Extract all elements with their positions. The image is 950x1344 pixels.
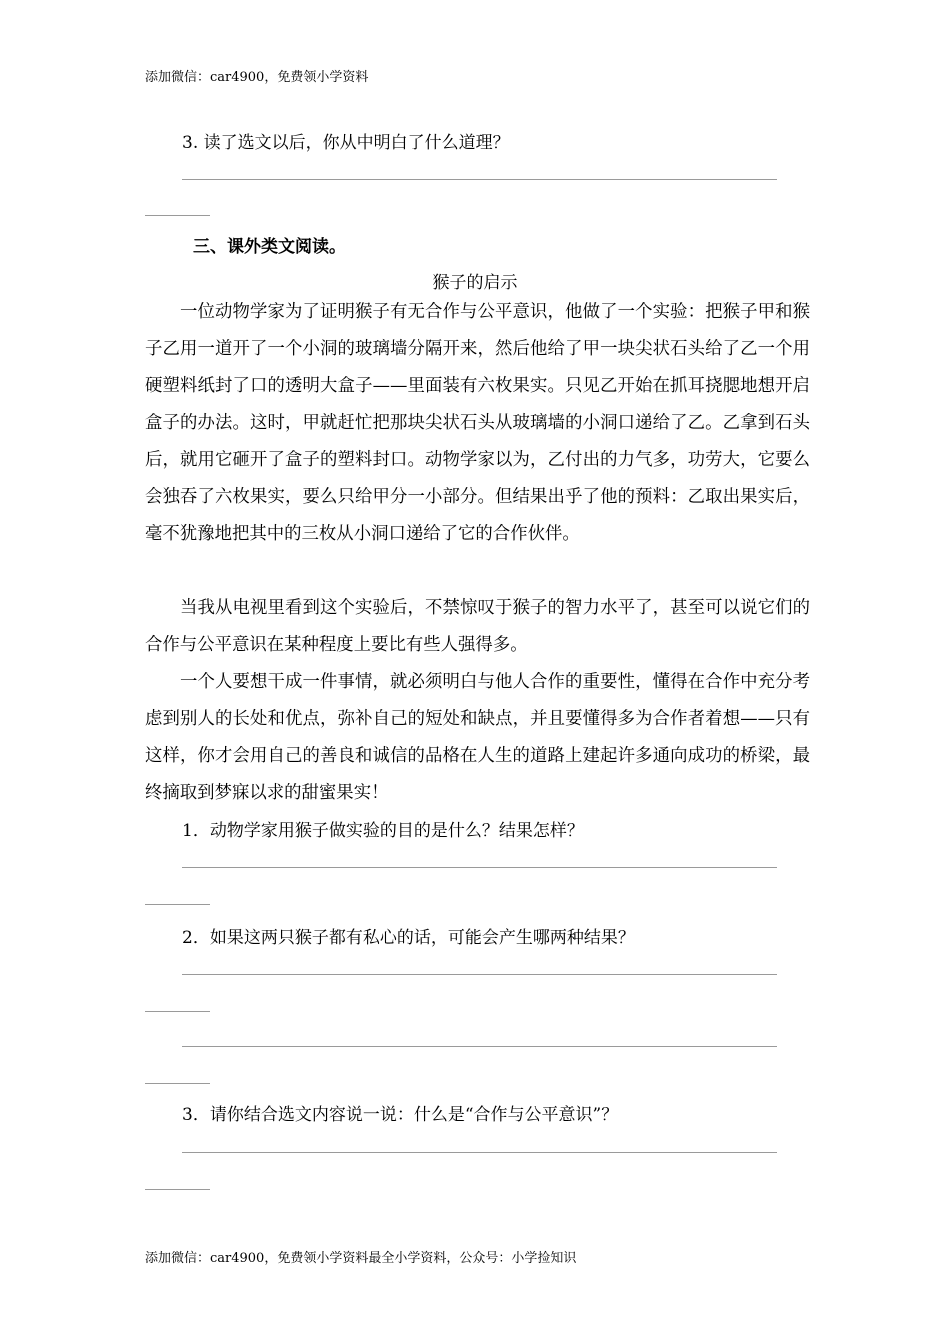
answer-line [182, 179, 777, 180]
page-footer: 添加微信：car4900，免费领小学资料最全小学资料，公众号：小学捡知识 [145, 1251, 577, 1266]
answer-line [182, 974, 777, 975]
answer-line [182, 1046, 777, 1047]
answer-line-end [145, 215, 210, 216]
answer-line-end [145, 904, 210, 905]
article-title: 猴子的启示 [432, 273, 518, 293]
answer-line [182, 867, 777, 868]
answer-line-end [145, 1011, 210, 1012]
article-paragraph-3: 一个人要想干成一件事情，就必须明白与他人合作的重要性，懂得在合作中充分考虑到别人的长处和优点，弥补自己的短处和缺点，并且要懂得多为合作者着想——只有这样，你才会用自己的善良和诚信的品格在人生的道路上建起许多通向成功的桥梁，最终摘取到梦寐以求的甜蜜果实！ [145, 672, 810, 803]
question-1: 1．动物学家用猴子做实验的目的是什么？结果怎样？ [182, 821, 584, 841]
article-paragraph-2: 当我从电视里看到这个实验后，不禁惊叹于猴子的智力水平了，甚至可以说它们的合作与公平意识在某种程度上要比有些人强得多。 [145, 598, 810, 655]
answer-line-end [145, 1083, 210, 1084]
answer-line [182, 1152, 777, 1153]
previous-question-3: 3. 读了选文以后，你从中明白了什么道理？ [182, 133, 510, 153]
question-3: 3．请你结合选文内容说一说：什么是“合作与公平意识”？ [182, 1105, 619, 1125]
question-2: 2．如果这两只猴子都有私心的话，可能会产生哪两种结果？ [182, 928, 635, 948]
answer-line-end [145, 1189, 210, 1190]
page-header: 添加微信：car4900，免费领小学资料 [145, 70, 369, 85]
article-paragraph-1: 一位动物学家为了证明猴子有无合作与公平意识，他做了一个实验：把猴子甲和猴子乙用一道开了一个小洞的玻璃墙分隔开来，然后他给了甲一块尖状石头给了乙一个用硬塑料纸封了口的透明大盒子——里面装有六枚果实。只见乙开始在抓耳挠腮地想开启盒子的办法。这时，甲就赶忙把那块尖状石头从玻璃墙的小洞口递给了乙。乙拿到石头后，就用它砸开了盒子的塑料封口。动物学家以为，乙付出的力气多，功劳大，它要么会独吞了六枚果实，要么只给甲分一小部分。但结果出乎了他的预料：乙取出果实后，毫不犹豫地把其中的三枚从小洞口递给了它的合作伙伴。 [145, 302, 810, 544]
section-title: 三、课外类文阅读。 [193, 237, 346, 257]
